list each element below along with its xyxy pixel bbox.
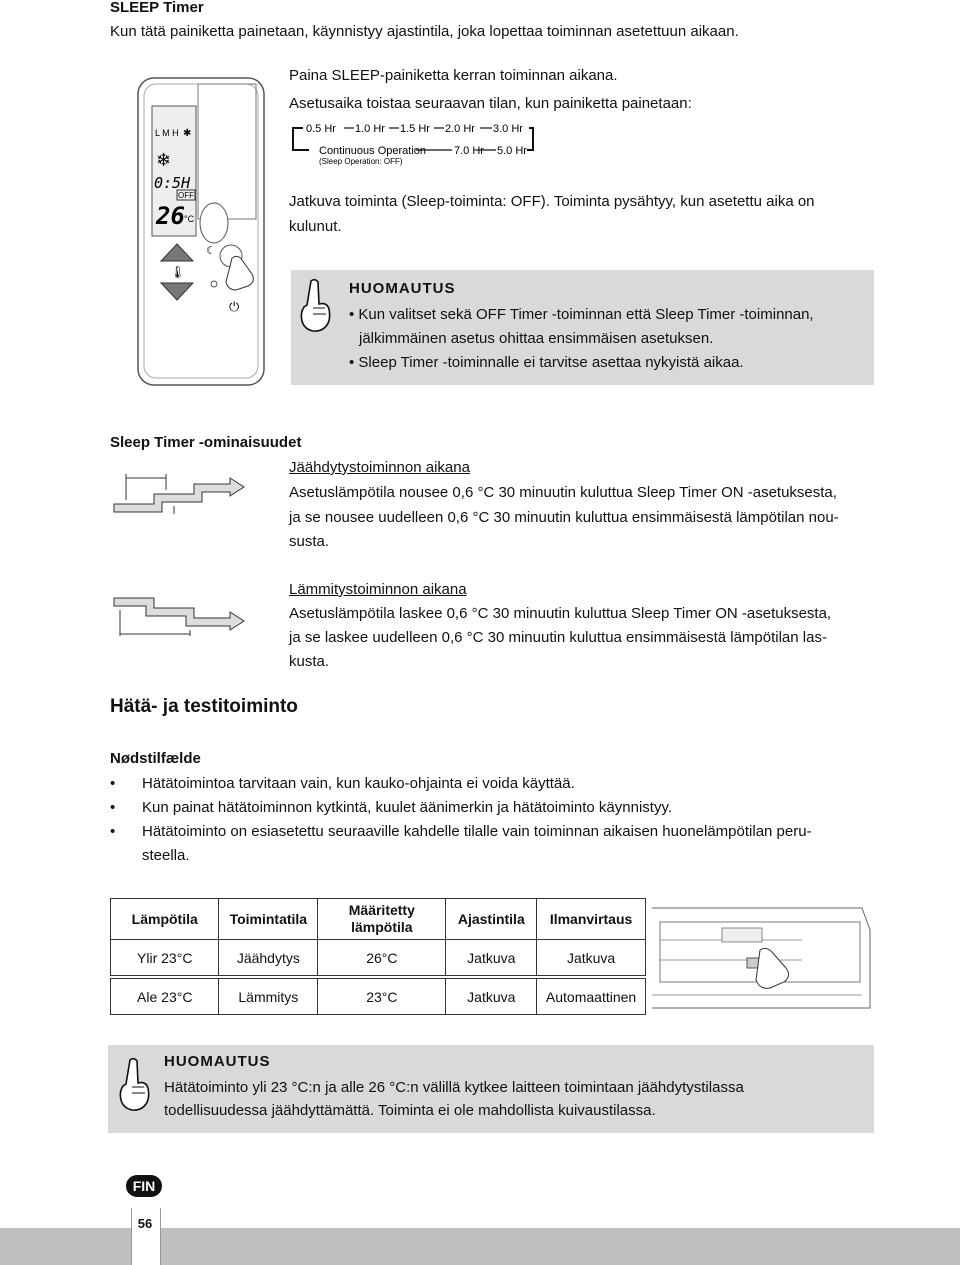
table-row — [111, 940, 646, 976]
table-row — [111, 979, 646, 1015]
emergency-subheading: Nødstilfælde — [110, 750, 201, 767]
table-cell: Ylir 23°C — [111, 940, 219, 976]
note-box-sleep — [291, 270, 874, 385]
emergency-bullet-3-cont: steella. — [142, 847, 190, 864]
svg-text:☾: ☾ — [206, 244, 216, 257]
note-bullet-2: • Sleep Timer -toiminnalle ei tarvitse asettaa nykyistä aikaa. — [349, 354, 744, 371]
emergency-heading: Hätä- ja testitoiminto — [110, 696, 298, 717]
table-cell: Automaattinen — [537, 979, 646, 1015]
cycle-step-2-0: 2.0 Hr — [445, 123, 475, 135]
features-heading: Sleep Timer -ominaisuudet — [110, 434, 302, 451]
svg-text:⏻: ⏻ — [229, 300, 240, 315]
note-box-emergency — [108, 1045, 874, 1133]
cycle-step-continuous: Continuous Operation — [319, 145, 427, 157]
heating-step-diagram — [110, 590, 260, 640]
continuous-operation-text-1: Jatkuva toiminta (Sleep-toiminta: OFF). Toiminta pysähtyy, kun asetettu aika on — [289, 193, 815, 210]
cooling-text-1: Asetuslämpötila nousee 0,6 °C 30 minuutin kuluttua Sleep Timer ON -asetuksesta, — [289, 484, 837, 501]
note-text-2: todellisuudessa jäähdyttämättä. Toiminta ei ole mahdollista kuivaustilassa. — [164, 1102, 656, 1119]
cooling-step-diagram — [110, 470, 260, 520]
table-cell: Ale 23°C — [111, 979, 219, 1015]
cooling-title: Jäähdytystoiminnon aikana — [289, 459, 470, 476]
emergency-bullet-3: • Hätätoiminto on esiasetettu seuraaville kahdelle tilalle vain toiminnan aikaisen huonelämpötilan peru- — [110, 823, 812, 840]
cycle-step-7-0: 7.0 Hr — [454, 145, 484, 157]
emergency-table — [110, 898, 646, 1015]
emergency-bullet-1: • Hätätoimintoa tarvitaan vain, kun kauko-ohjainta ei voida käyttää. — [110, 775, 575, 792]
remote-lmh-label: L M H — [155, 128, 179, 138]
note-title: HUOMAUTUS — [349, 280, 456, 297]
sleep-instruction-1: Paina SLEEP-painiketta kerran toiminnan aikana. — [289, 67, 618, 84]
table-cell: Lämmitys — [219, 979, 318, 1015]
pointing-hand-icon — [116, 1057, 152, 1118]
cooling-text-3: susta. — [289, 533, 330, 550]
table-cell: 23°C — [318, 979, 446, 1015]
cycle-step-1-5: 1.5 Hr — [400, 123, 430, 135]
table-cell: 26°C — [318, 940, 446, 976]
emergency-bullet-2: • Kun painat hätätoiminnon kytkintä, kuulet äänimerkin ja hätätoiminto käynnistyy. — [110, 799, 673, 816]
table-cell: Jatkuva — [446, 979, 537, 1015]
heating-text-3: kusta. — [289, 653, 330, 670]
cycle-note: (Sleep Operation: OFF) — [319, 157, 403, 166]
sleep-timer-intro: Kun tätä painiketta painetaan, käynnistyy ajastintila, joka lopettaa toiminnan asetettuun aikaan. — [110, 23, 739, 40]
table-header-row — [111, 899, 646, 940]
remote-time-display: 0:5H — [154, 174, 191, 192]
svg-text:❄: ❄ — [156, 150, 172, 171]
table-header: Ilmanvirtaus — [537, 899, 646, 940]
remote-off-label: OFF — [178, 191, 194, 200]
sleep-timer-heading: SLEEP Timer — [110, 0, 204, 16]
cycle-step-5-0: 5.0 Hr — [497, 145, 527, 157]
indoor-unit-illustration — [652, 900, 874, 1015]
table-header: Toimintatila — [219, 899, 318, 940]
table-cell: Jatkuva — [537, 940, 646, 976]
heating-text-2: ja se laskee uudelleen 0,6 °C 30 minuutin kuluttua ensimmäisestä lämpötilan las- — [289, 629, 827, 646]
table-header: Lämpötila — [111, 899, 219, 940]
pointing-hand-icon — [297, 278, 333, 339]
svg-text:✱: ✱ — [183, 128, 192, 139]
note-text-1: Hätätoiminto yli 23 °C:n ja alle 26 °C:n välillä kytkee laitteen toimintaan jäähdytystilassa — [164, 1079, 744, 1096]
note-bullet-1-cont: jälkimmäinen asetus ohittaa ensimmäisen asetuksen. — [359, 330, 714, 347]
language-badge: FIN — [126, 1175, 162, 1197]
cooling-text-2: ja se nousee uudelleen 0,6 °C 30 minuutin kuluttua ensimmäisestä lämpötilan nou- — [289, 509, 839, 526]
table-cell: Jatkuva — [446, 940, 537, 976]
sleep-instruction-2: Asetusaika toistaa seuraavan tilan, kun painiketta painetaan: — [289, 95, 692, 112]
heating-title: Lämmitystoiminnon aikana — [289, 581, 467, 598]
table-header: Määritetty lämpötila — [318, 899, 446, 940]
cycle-step-1-0: 1.0 Hr — [355, 123, 385, 135]
cycle-step-3-0: 3.0 Hr — [493, 123, 523, 135]
table-cell: Jäähdytys — [219, 940, 318, 976]
cycle-step-0-5: 0.5 Hr — [306, 123, 336, 135]
continuous-operation-text-2: kulunut. — [289, 218, 342, 235]
sleep-cycle-diagram — [289, 118, 549, 166]
page-number: 56 — [137, 1216, 153, 1231]
svg-text:🌡: 🌡 — [170, 265, 186, 279]
remote-temp-unit: °C — [184, 214, 195, 224]
table-header: Ajastintila — [446, 899, 537, 940]
remote-temp-display: 26 — [156, 202, 185, 230]
heating-text-1: Asetuslämpötila laskee 0,6 °C 30 minuutin kuluttua Sleep Timer ON -asetuksesta, — [289, 605, 832, 622]
remote-control-illustration — [136, 76, 268, 388]
note-title: HUOMAUTUS — [164, 1053, 271, 1070]
note-bullet-1: • Kun valitset sekä OFF Timer -toiminnan että Sleep Timer -toiminnan, — [349, 306, 814, 323]
